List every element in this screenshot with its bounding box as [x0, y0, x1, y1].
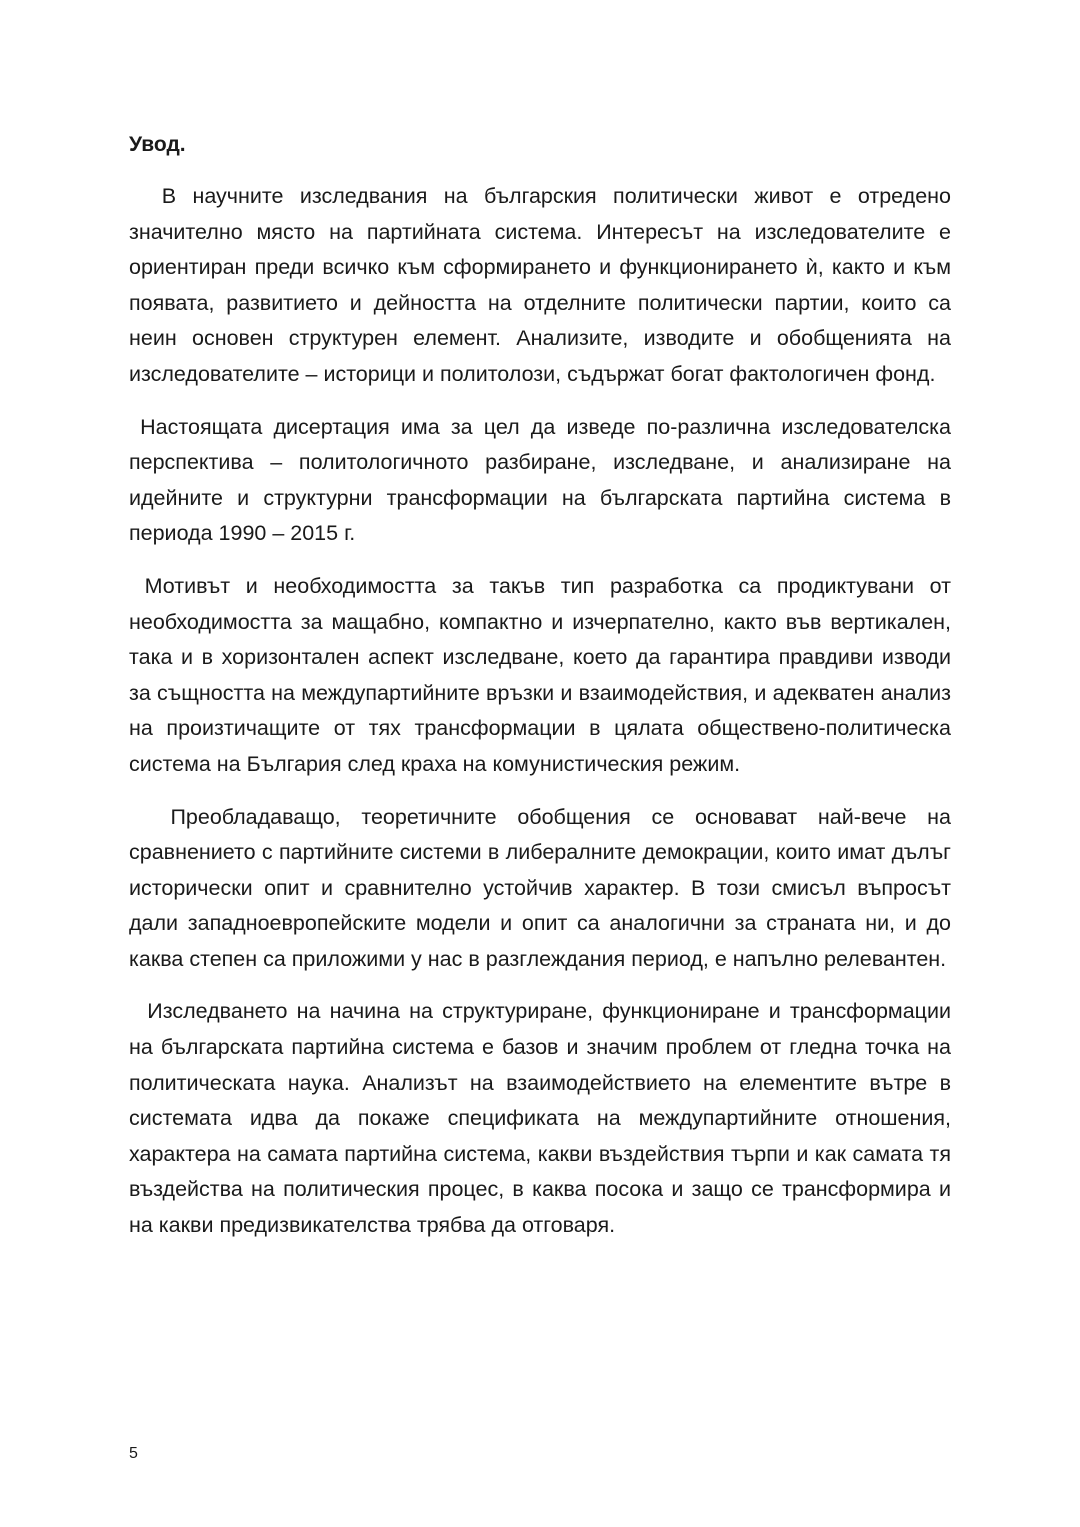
paragraph-2: Настоящата дисертация има за цел да изведе по-различна изследователска перспектива – политологичното разбиране, изследване, и анализиране на идейните и структурни трансформации на българската партийна система в периода 1990 – 2015 г.: [129, 414, 957, 546]
page-number: 5: [129, 1445, 138, 1462]
paragraph-5: Изследването на начина на структуриране, функциониране и трансформации на българската партийна система е базов и значим проблем от гледна точка на политическата наука. Анализът на взаимодействието на елементите вътре в системата идва да покаже спецификата на междупартийните отношения, характера на самата партийна система, какви въздействия търпи и как самата тя въздейства на политическия процес, в каква посока и защо се трансформира и на какви предизвикателства трябва да отговаря.: [129, 999, 957, 1238]
paragraph-3: Мотивът и необходимостта за такъв тип разработка са продиктувани от необходимостта за мащабно, компактно и изчерпателно, както във вертикален, така и в хоризонтален аспект изследване, което да гарантира правдиви изводи за същността на междупартийните връзки и взаимодействия, и адекватен анализ на произтичащите от тях трансформации в цялата обществено-политическа система на България след краха на комунистическия режим.: [129, 573, 957, 776]
section-heading: Увод.: [129, 133, 186, 156]
paragraph-1: В научните изследвания на българския политически живот е отредено значително място на партийната система. Интересът на изследователите е ориентиран преди всичко към сформирането и функционирането ѝ, както и към появата, развитието и дейността на отделните политически партии, които са неин основен структурен елемент. Анализите, изводите и обобщенията на изследователите – историци и политолози, съдържат богат фактологичен фонд.: [129, 184, 957, 386]
paragraph-4: Преобладаващо, теоретичните обобщения се основават най-вече на сравнението с партийните системи в либералните демокрации, които имат дълъг исторически опит и сравнително устойчив характер. В този смисъл въпросът дали западноевропейските модели и опит са аналогични за страната ни, и до каква степен са приложими у нас в разглеждания период, е напълно релевантен.: [129, 804, 957, 971]
page-content: [129, 128, 957, 1261]
